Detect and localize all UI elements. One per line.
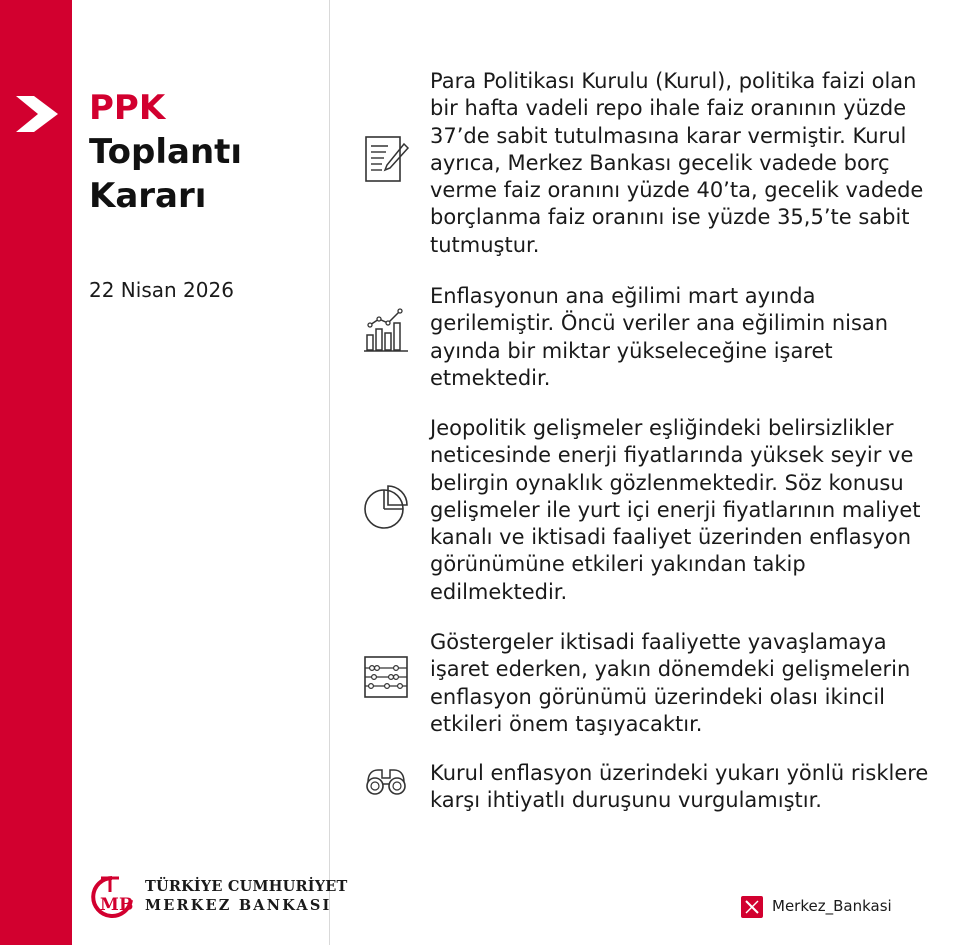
title-karari: Kararı (89, 176, 207, 216)
pie-chart-icon (360, 481, 412, 533)
decision-text: Para Politikası Kurulu (Kurul), politika faizi olan bir hafta vadeli repo ihale faiz oranının yüzde 37’de sabit tutulmasına karar vermiştir. Kurul ayrıca, Merkez Bankası gecelik vadede borç verme faiz oranını yüzde 40’ta, gecelik vadede borçlanma faiz oranını ise yüzde 35,5’te sabit tutmuştur. (430, 69, 924, 257)
tcmb-emblem-icon (87, 872, 141, 922)
svg-text:B: B (119, 895, 134, 915)
tcmb-logo (87, 872, 348, 922)
x-icon[interactable] (741, 896, 763, 918)
decision-text: Jeopolitik gelişmeler eşliğindeki belirsizlikler neticesinde enerji fiyatlarında yüksek seyir ve belirgin oynaklık gözlenmektedir. Söz konusu gelişmeler ile yurt içi enerji fiyatlarının maliyet kanalı ve iktisadi faaliyet üzerinden enflasyon görünümüne etkileri yakından takip edilmektedir. (430, 416, 921, 604)
binoculars-icon (360, 756, 412, 808)
title-toplanti: Toplantı (89, 132, 243, 172)
document-pen-icon (360, 134, 412, 186)
decision-text: Göstergeler iktisadi faaliyette yavaşlamaya işaret ederken, yakın dönemdeki gelişmelerin enflasyon görünümü üzerindeki olası ikincil etkileri önem taşıyacaktır. (430, 630, 911, 736)
bar-chart-trend-icon (360, 303, 412, 355)
decision-text: Enflasyonun ana eğilimi mart ayında gerilemiştir. Öncü veriler ana eğilimin nisan ayında bir miktar yükseleceğine işaret etmektedir. (430, 284, 889, 390)
meeting-date: 22 Nisan 2026 (89, 278, 234, 302)
social-handle[interactable]: Merkez_Bankasi (772, 897, 892, 915)
decision-text: Kurul enflasyon üzerindeki yukarı yönlü risklere karşı ihtiyatlı duruşunu vurgulamıştır. (430, 761, 929, 813)
abacus-icon (360, 651, 412, 703)
chevron-right-icon (16, 96, 58, 132)
page-title (89, 86, 242, 218)
vertical-divider (329, 0, 330, 945)
logo-text-line2: MERKEZ BANKASI (145, 897, 332, 914)
title-ppk: PPK (89, 88, 166, 128)
logo-text-line1: TÜRKİYE CUMHURİYET (145, 878, 348, 895)
red-side-bar (0, 0, 72, 945)
svg-text:M: M (100, 895, 119, 915)
